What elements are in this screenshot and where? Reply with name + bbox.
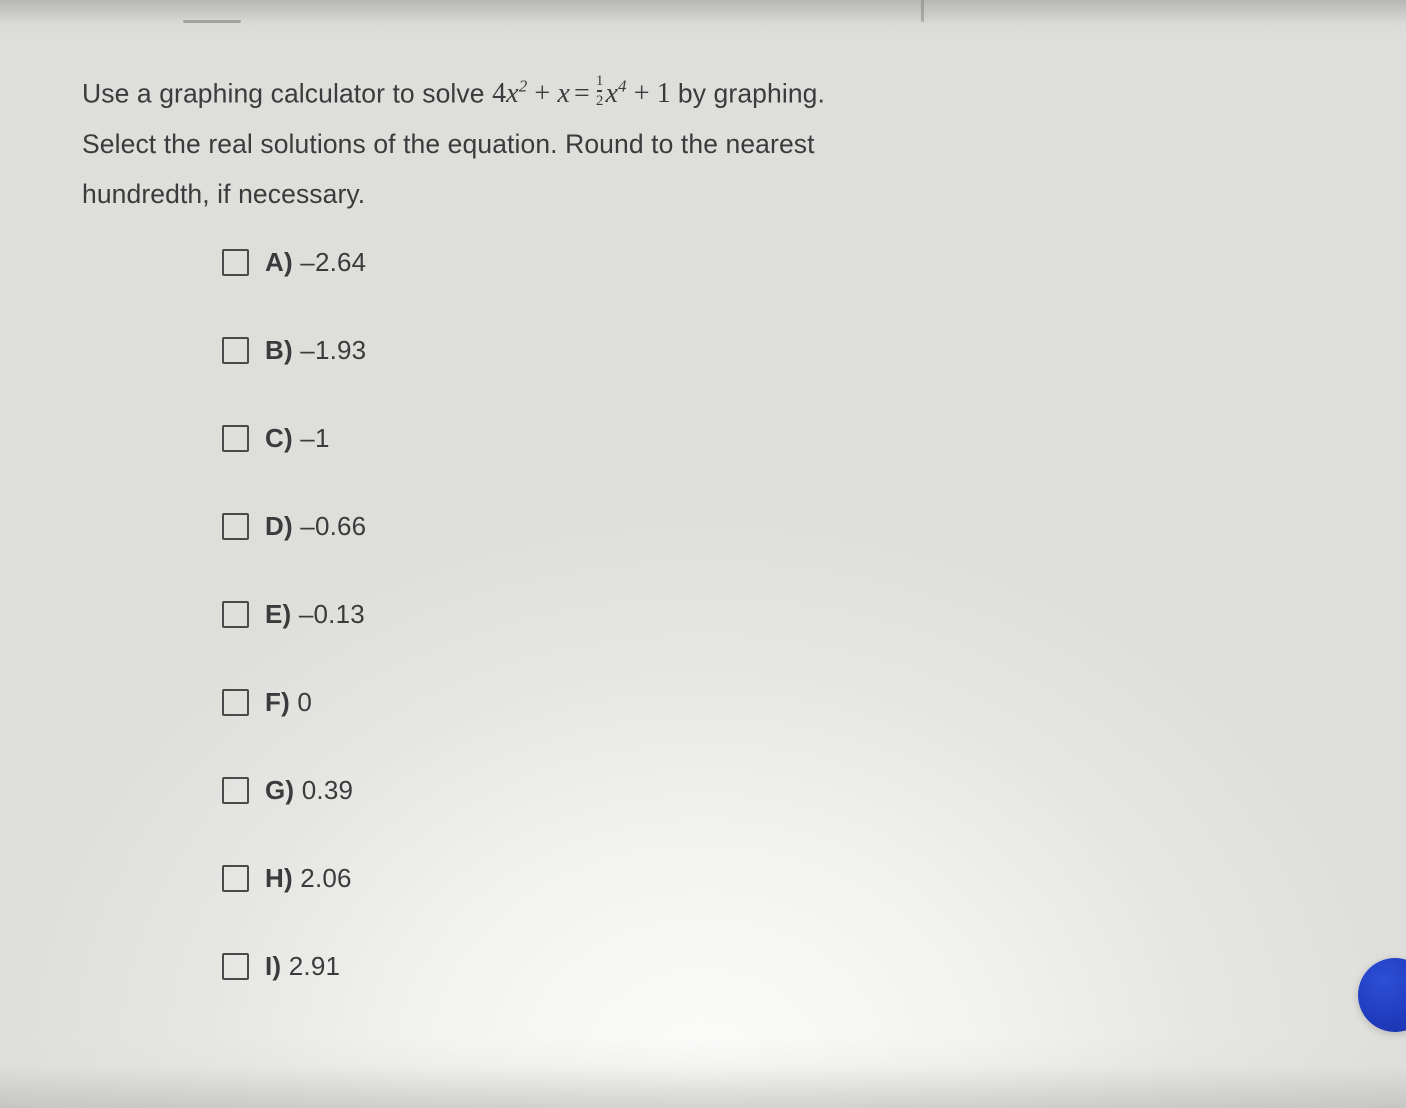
answer-option-e-letter: E) [265,598,292,629]
equation-lhs-variable: x [506,78,519,110]
answer-option-c-value: –1 [300,422,330,453]
answer-option-f-label [265,687,312,718]
question-line-1 [82,62,1182,119]
fraction-denominator: 2 [595,92,604,109]
answer-option-b-letter: B) [265,334,293,365]
answer-option-d-label [265,511,366,542]
answer-option-a-value: –2.64 [300,246,367,277]
answer-option-g-value: 0.39 [301,774,354,805]
equation-rhs-plus: + [626,78,657,110]
question-prompt [82,62,1182,219]
checkbox-a[interactable] [222,249,249,276]
question-line-3: hundredth, if necessary. [82,179,366,210]
equation-lhs-exponent: 2 [518,77,528,96]
answer-option-a-label [265,247,366,278]
fraction-numerator: 1 [595,73,604,90]
equation-rhs-exponent: 4 [617,77,627,96]
checkbox-e[interactable] [222,601,249,628]
answer-option-g-label [265,775,353,806]
answer-option-a-letter: A) [265,246,293,277]
answer-option-b[interactable] [222,324,366,376]
answer-option-d-value: –0.66 [300,510,367,541]
answer-option-i-value: 2.91 [288,950,341,981]
answer-option-c[interactable] [222,412,366,464]
question-line-2: Select the real solutions of the equation. Round to the nearest [82,129,815,160]
answer-option-h[interactable] [222,852,366,904]
checkbox-b[interactable] [222,337,249,364]
answer-option-f[interactable] [222,676,366,728]
answer-option-g[interactable] [222,764,366,816]
equation-rhs-variable: x [605,78,618,110]
checkbox-f[interactable] [222,689,249,716]
answer-option-b-value: –1.93 [300,334,367,365]
answer-option-d-letter: D) [265,510,293,541]
equation-equals-sign: = [573,78,590,110]
answer-option-d[interactable] [222,500,366,552]
answer-option-f-value: 0 [297,686,313,717]
checkbox-h[interactable] [222,865,249,892]
answer-option-e-label [265,599,365,630]
answer-option-i-label [265,951,340,982]
answer-option-f-letter: F) [265,686,290,717]
answer-option-a[interactable] [222,236,366,288]
question-line-1-suffix: by graphing. [677,78,825,109]
answer-options-list [222,236,366,1028]
answer-option-e-value: –0.13 [298,598,365,629]
equation-lhs-plus: + [527,78,558,110]
answer-option-b-label [265,335,366,366]
answer-option-h-label [265,863,352,894]
answer-option-h-letter: H) [265,862,293,893]
floating-action-dot[interactable] [1358,958,1406,1032]
answer-option-i-letter: I) [265,950,282,981]
checkbox-g[interactable] [222,777,249,804]
checkbox-i[interactable] [222,953,249,980]
equation-fraction-one-half [596,74,604,108]
answer-option-h-value: 2.06 [300,862,352,893]
answer-option-i[interactable] [222,940,366,992]
answer-option-c-label [265,423,330,454]
checkbox-d[interactable] [222,513,249,540]
question-line-1-prefix: Use a graphing calculator to solve [82,78,493,109]
question-equation [492,73,678,110]
answer-option-c-letter: C) [265,422,293,453]
equation-lhs-variable-2: x [557,78,570,110]
answer-option-g-letter: G) [265,774,295,805]
checkbox-c[interactable] [222,425,249,452]
equation-lhs-coefficient: 4 [492,78,507,110]
answer-option-e[interactable] [222,588,366,640]
equation-rhs-constant: 1 [656,78,671,110]
